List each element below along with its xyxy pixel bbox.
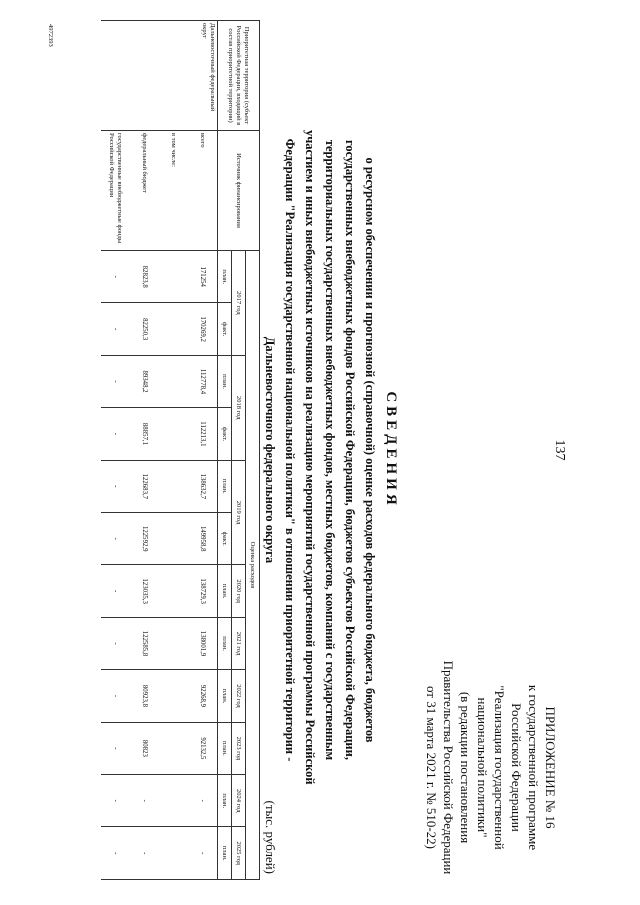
value-cell — [159, 827, 188, 880]
subtitle-line: Дальневосточного федерального округа — [263, 336, 277, 564]
page-number: 137 — [552, 439, 567, 461]
appendix-line: от 31 марта 2021 г. № 510-22) — [424, 685, 439, 850]
document-title: СВЕДЕНИЯ — [383, 391, 399, 509]
value-cell: 122592,9 — [130, 513, 159, 565]
appendix-line: Российской Федерации — [509, 703, 524, 832]
units-label: (тыс. рублей) — [263, 800, 278, 874]
value-cell: - — [101, 460, 130, 512]
table-row — [130, 21, 159, 880]
value-cell — [159, 355, 188, 407]
value-cell: - — [130, 827, 159, 880]
header-subcol: факт. — [218, 513, 232, 565]
value-cell: 138632,7 — [188, 460, 218, 512]
footer-code: 4972393 — [47, 24, 54, 47]
appendix-line: ПРИЛОЖЕНИЕ № 16 — [543, 706, 558, 829]
header-subcol: план. — [218, 355, 232, 407]
value-cell — [159, 303, 188, 355]
header-group: Оценка расходов — [246, 251, 260, 880]
value-cell: - — [101, 565, 130, 617]
value-cell: - — [188, 775, 218, 827]
header-source: Источник финансирования — [218, 131, 260, 251]
value-cell: - — [101, 617, 130, 669]
table-row — [101, 21, 130, 880]
value-cell: - — [101, 408, 130, 460]
header-year: 2021 год — [232, 617, 246, 669]
value-cell: - — [101, 670, 130, 722]
header-year: 2023 год — [232, 722, 246, 774]
table-header-row — [246, 21, 260, 880]
header-year: 2022 год — [232, 670, 246, 722]
value-cell — [159, 513, 188, 565]
value-cell: 82823,8 — [130, 251, 159, 303]
value-cell: 80823 — [130, 722, 159, 774]
value-cell: - — [101, 827, 130, 880]
header-subcol: план. — [218, 827, 232, 880]
value-cell — [159, 460, 188, 512]
value-cell: 122585,8 — [130, 617, 159, 669]
appendix-line: национальной политики" — [475, 697, 490, 838]
header-subcol: план. — [218, 775, 232, 827]
value-cell: 112778,4 — [188, 355, 218, 407]
value-cell: 122683,7 — [130, 460, 159, 512]
value-cell: - — [188, 827, 218, 880]
appendix-block — [423, 660, 559, 875]
header-year: 2019 год — [232, 460, 246, 565]
value-cell: 171254 — [188, 251, 218, 303]
table-row — [159, 21, 188, 880]
financing-table — [101, 20, 260, 880]
value-cell: - — [101, 513, 130, 565]
header-year: 2025 год — [232, 827, 246, 880]
value-cell: - — [101, 722, 130, 774]
value-cell: 149958,8 — [188, 513, 218, 565]
subtitle-line: Федерации "Реализация государственной национальной политики" в отношении приоритетной территории - — [283, 138, 297, 762]
value-cell — [159, 670, 188, 722]
document-subtitle — [260, 130, 380, 785]
value-cell: 123035,3 — [130, 565, 159, 617]
header-subcol: план. — [218, 617, 232, 669]
source-cell: федеральный бюджет — [130, 131, 159, 251]
value-cell: - — [101, 251, 130, 303]
value-cell — [159, 617, 188, 669]
header-year: 2020 год — [232, 565, 246, 617]
value-cell: - — [101, 303, 130, 355]
value-cell — [159, 565, 188, 617]
appendix-line: Правительства Российской Федерации — [441, 660, 456, 875]
value-cell: 138729,3 — [188, 565, 218, 617]
header-subcol: план. — [218, 460, 232, 512]
value-cell — [159, 775, 188, 827]
subtitle-line: участием и иных внебюджетных источников на реализацию мероприятий государственной программы Российской — [303, 130, 317, 785]
value-cell: 88857,1 — [130, 408, 159, 460]
source-cell: государственные внебюджетные фонды Российской Федерации — [101, 131, 130, 251]
value-cell — [159, 251, 188, 303]
subtitle-line: государственных внебюджетных фондов Российской Федерации, бюджетов субъектов Российской Федерации, — [343, 140, 357, 760]
header-year: 2018 год — [232, 355, 246, 460]
source-cell: в том числе: — [159, 131, 188, 251]
value-cell: 89348,2 — [130, 355, 159, 407]
value-cell: 92132,5 — [188, 722, 218, 774]
value-cell: 138001,9 — [188, 617, 218, 669]
territory-cell: Дальневосточный федеральный округ — [101, 21, 218, 131]
value-cell: 80923,8 — [130, 670, 159, 722]
value-cell: 92268,9 — [188, 670, 218, 722]
value-cell: - — [130, 775, 159, 827]
header-year: 2024 год — [232, 775, 246, 827]
header-subcol: факт. — [218, 408, 232, 460]
header-territory: Приоритетная территория (субъект Российской Федерации, входящий в состав приоритетной территории) — [218, 21, 260, 131]
header-subcol: план. — [218, 251, 232, 303]
header-subcol: факт. — [218, 303, 232, 355]
appendix-line: к государственной программе — [526, 684, 541, 851]
value-cell: - — [101, 775, 130, 827]
header-subcol: план. — [218, 722, 232, 774]
subtitle-line: о ресурсном обеспечении и прогнозной (справочной) оценке расходов федерального бюджета, бюджетов — [363, 157, 377, 743]
value-cell — [159, 408, 188, 460]
table-row — [188, 21, 218, 880]
value-cell: - — [101, 355, 130, 407]
header-year: 2017 год — [232, 251, 246, 356]
value-cell: 112213,1 — [188, 408, 218, 460]
subtitle-line: территориальных государственных внебюджетных фондов, местных бюджетов, компаний с государственным — [323, 139, 337, 761]
rotated-content — [40, 20, 640, 880]
header-subcol: план. — [218, 670, 232, 722]
appendix-line: (в редакции постановления — [458, 691, 473, 844]
header-subcol: план. — [218, 565, 232, 617]
value-cell: 82250,3 — [130, 303, 159, 355]
appendix-line: "Реализация государственной — [492, 685, 507, 850]
value-cell — [159, 722, 188, 774]
source-cell: всего — [188, 131, 218, 251]
value-cell: 170269,2 — [188, 303, 218, 355]
